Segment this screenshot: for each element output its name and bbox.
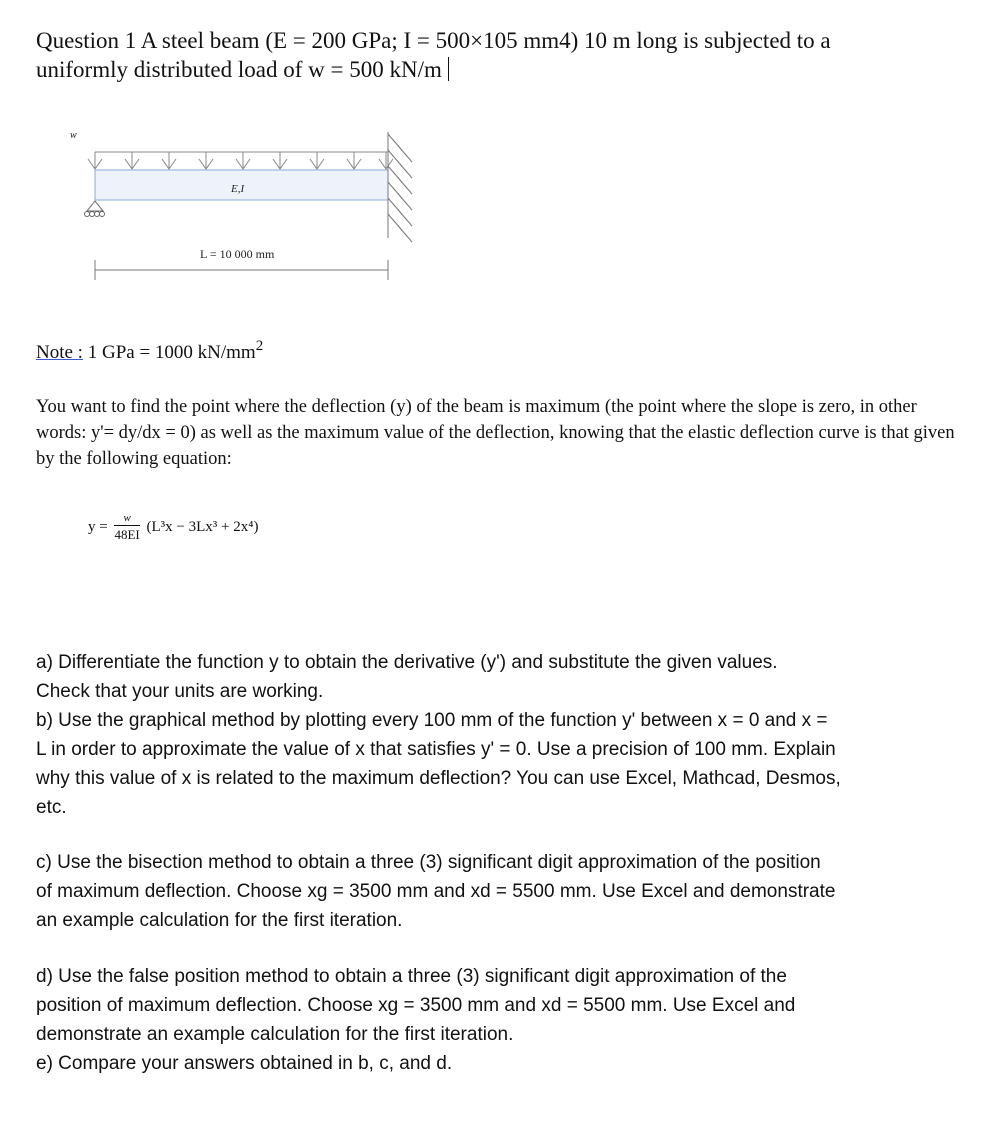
question-heading-line-2-text: uniformly distributed load of w = 500 kN/m — [36, 57, 442, 82]
task-a-line-2: Check that your units are working. — [36, 681, 324, 702]
deflection-equation — [88, 512, 258, 543]
beam-diagram — [0, 110, 460, 290]
intro-paragraph: You want to find the point where the deflection (y) of the beam is maximum (the point where the slope is zero, in other words: y'= dy/dx = 0) as well as the maximum value of the deflection, knowing that the elastic deflection curve is that given by the following equation: — [36, 397, 955, 469]
length-label: L = 10 000 mm — [200, 247, 275, 261]
note-text: 1 GPa = 1000 kN/mm — [87, 342, 256, 363]
text-cursor — [448, 57, 450, 81]
note-label: Note : — [36, 342, 83, 363]
task-d-line-2: position of maximum deflection. Choose xg = 3500 mm and xd = 5500 mm. Use Excel and — [36, 995, 796, 1016]
length-dimension — [95, 260, 388, 280]
task-c-line-2: of maximum deflection. Choose xg = 3500 mm and xd = 5500 mm. Use Excel and demonstrate — [36, 881, 836, 902]
fixed-wall — [388, 132, 412, 242]
task-b-line-2: L in order to approximate the value of x that satisfies y' = 0. Use a precision of 100 mm. Explain — [36, 739, 836, 760]
task-b-line-3: why this value of x is related to the maximum deflection? You can use Excel, Mathcad, Desmos, — [36, 768, 841, 789]
pin-support — [85, 201, 105, 217]
task-c — [36, 848, 956, 935]
wall-hatch — [388, 166, 412, 194]
pin-support-triangle — [87, 201, 103, 211]
tasks-a-b — [36, 648, 956, 822]
pin-support-roller — [90, 212, 95, 217]
task-a-line-1: a) Differentiate the function y to obtain the derivative (y') and substitute the given values. — [36, 652, 778, 673]
wall-hatch — [388, 150, 412, 178]
task-d-line-1: d) Use the false position method to obtain a three (3) significant digit approximation of the — [36, 966, 787, 987]
equation-fraction — [114, 512, 139, 543]
distributed-load — [88, 152, 393, 169]
pin-support-roller — [100, 212, 105, 217]
section-label: E,I — [231, 183, 245, 195]
question-heading-line-2 — [36, 55, 966, 84]
wall-hatch — [388, 182, 412, 210]
task-b-line-4: etc. — [36, 797, 67, 818]
wall-hatch — [388, 214, 412, 242]
equation-rhs: (L³x − 3Lx³ + 2x⁴) — [146, 518, 259, 535]
unit-note — [36, 338, 263, 364]
task-d-line-3: demonstrate an example calculation for the first iteration. — [36, 1024, 514, 1045]
wall-hatch — [388, 198, 412, 226]
task-c-line-1: c) Use the bisection method to obtain a three (3) significant digit approximation of the position — [36, 852, 821, 873]
task-c-line-3: an example calculation for the first iteration. — [36, 910, 403, 931]
equation-denominator: 48EI — [114, 527, 140, 542]
pin-support-roller — [95, 212, 100, 217]
task-e-line-1: e) Compare your answers obtained in b, c, and d. — [36, 1053, 453, 1074]
note-exponent: 2 — [255, 338, 264, 354]
question-heading-line-1: Question 1 A steel beam (E = 200 GPa; I = 500×105 mm4) 10 m long is subjected to a — [36, 28, 831, 53]
tasks-d-e — [36, 962, 956, 1078]
equation-lhs: y = — [88, 518, 108, 535]
pin-support-roller — [85, 212, 90, 217]
load-label: w — [70, 130, 77, 141]
task-b-line-1: b) Use the graphical method by plotting every 100 mm of the function y' between x = 0 and x = — [36, 710, 828, 731]
wall-hatch — [388, 134, 412, 162]
question-heading — [36, 26, 966, 84]
equation-numerator: w — [114, 512, 139, 526]
